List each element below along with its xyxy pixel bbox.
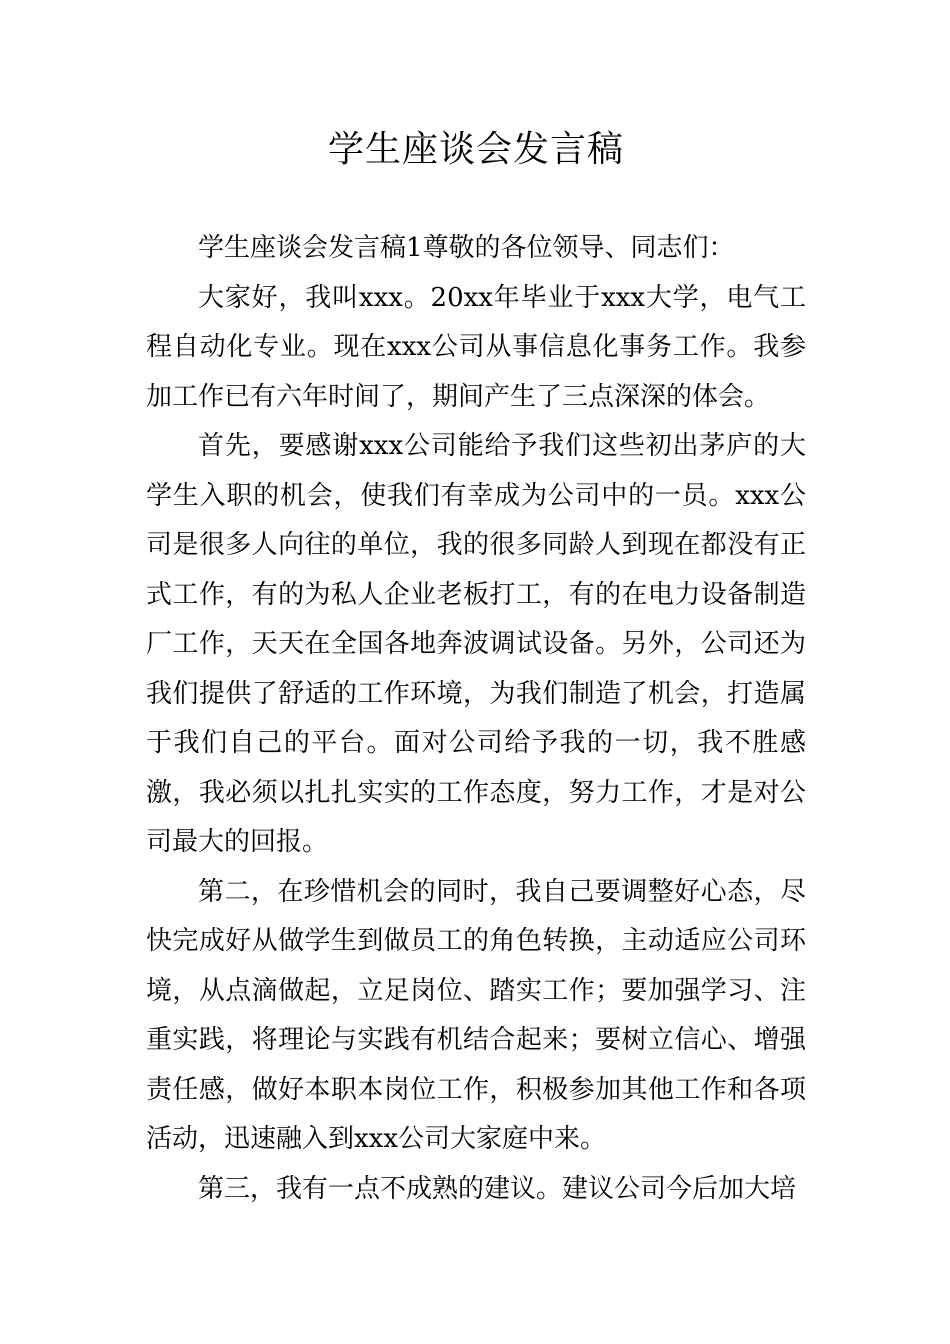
- paragraph-introduction: 大家好，我叫xxx。20xx年毕业于xxx大学，电气工程自动化专业。现在xxx公司从事信息化事务工作。我参加工作已有六年时间了，期间产生了三点深深的体会。: [146, 282, 806, 412]
- paragraph-first-point: 首先，要感谢xxx公司能给予我们这些初出茅庐的大学生入职的机会，使我们有幸成为公司中的一员。xxx公司是很多人向往的单位，我的很多同龄人到现在都没有正式工作，有的为私人企业老板打工，有的在电力设备制造厂工作，天天在全国各地奔波调试设备。另外，公司还为我们提供了舒适的工作环境，为我们制造了机会，打造属于我们自己的平台。面对公司给予我的一切，我不胜感激，我必须以扎扎实实的工作态度，努力工作，才是对公司最大的回报。: [146, 431, 806, 857]
- document-body: [146, 224, 806, 1214]
- paragraph-third-point: 第三，我有一点不成熟的建议。建议公司今后加大培: [198, 1173, 797, 1204]
- paragraph-greeting: 学生座谈会发言稿1尊敬的各位领导、同志们：: [198, 233, 735, 263]
- document-title: 学生座谈会发言稿: [327, 129, 624, 170]
- paragraph-second-point: 第二，在珍惜机会的同时，我自己要调整好心态，尽快完成好从做学生到做员工的角色转换，主动适应公司环境，从点滴做起，立足岗位、踏实工作；要加强学习、注重实践，将理论与实践有机结合起来；要树立信心、增强责任感，做好本职本岗位工作，积极参加其他工作和各项活动，迅速融入到xxx公司大家庭中来。: [146, 876, 806, 1154]
